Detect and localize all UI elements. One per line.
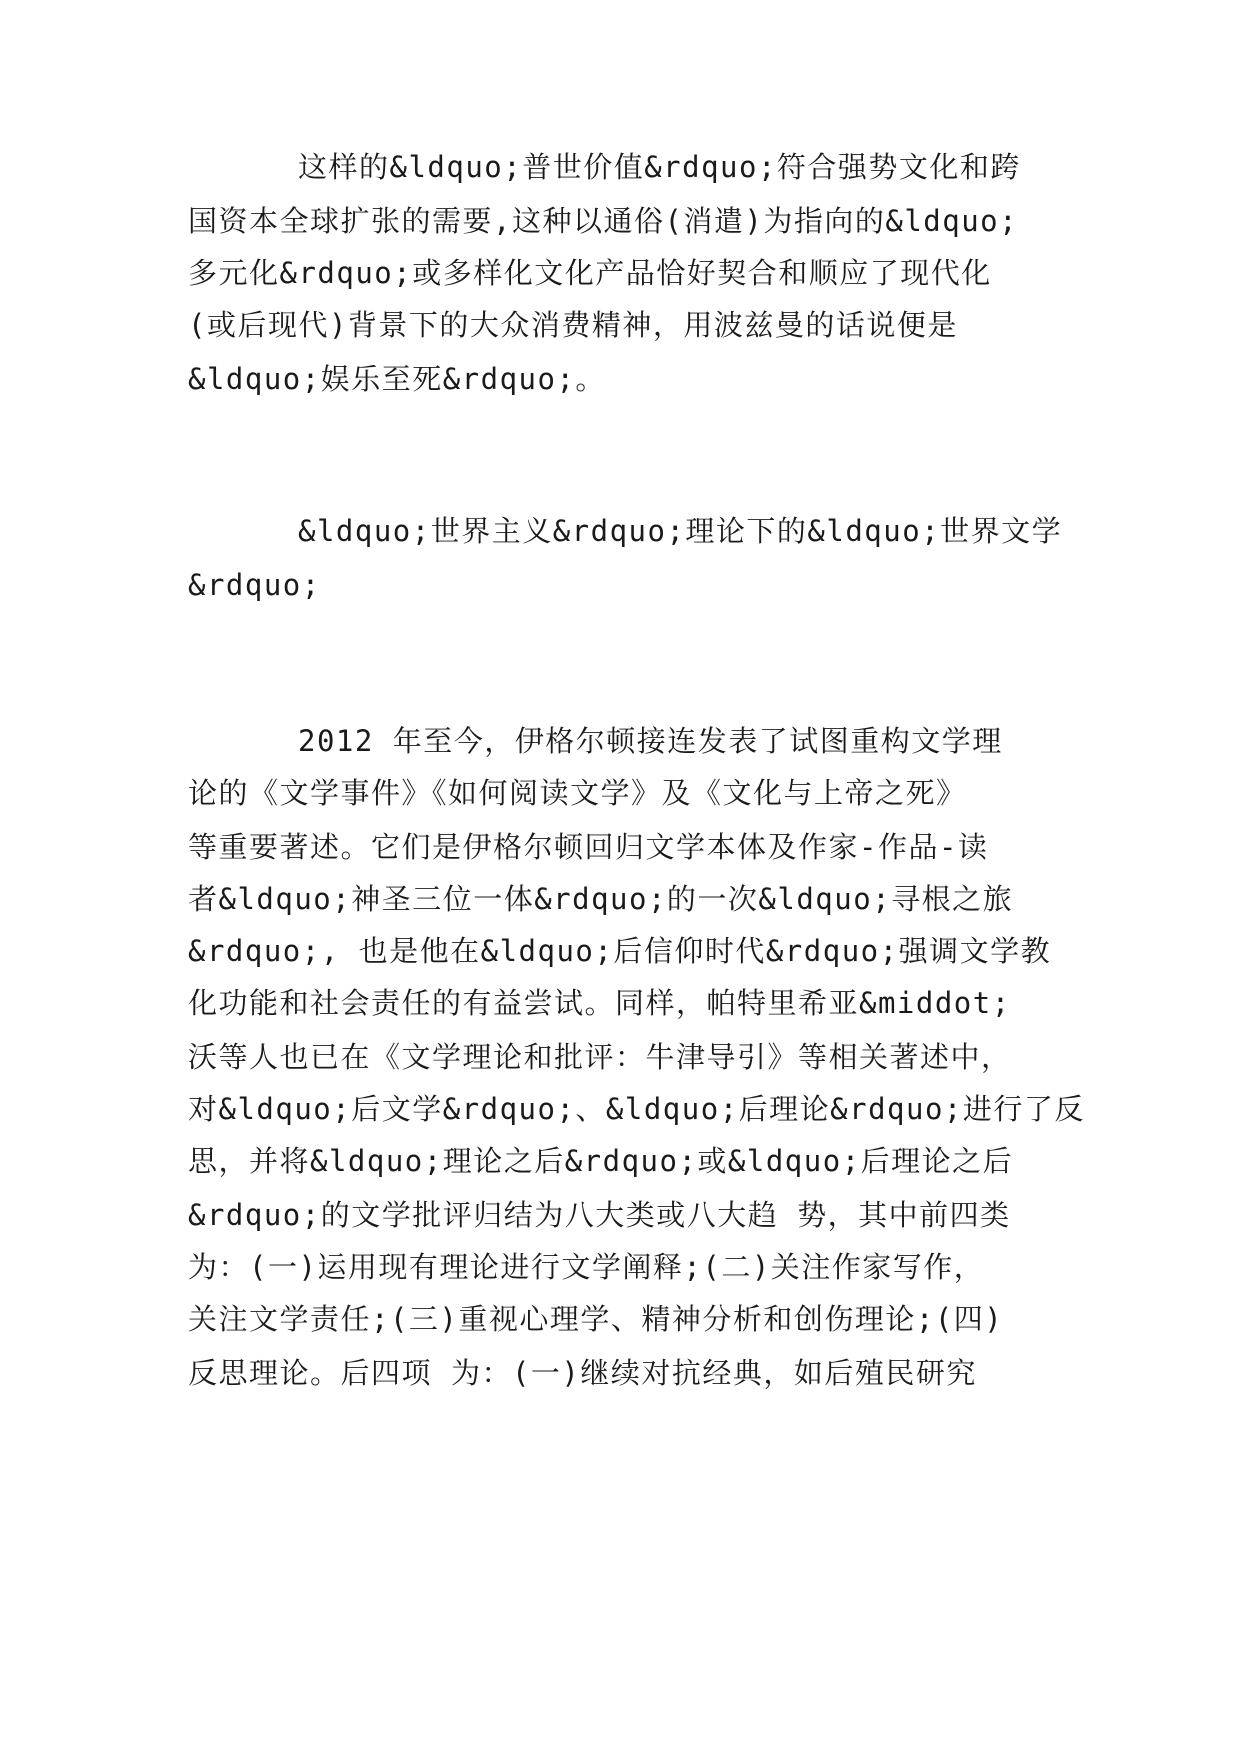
paragraph-2-line-1: 2012 年至今，伊格尔顿接连发表了试图重构文学理	[298, 724, 1003, 758]
paragraph-2-line-12: 关注文学责任;(三)重视心理学、精神分析和创伤理论;(四)	[188, 1302, 1004, 1336]
paragraph-2-line-2: 论的《文学事件》《如何阅读文学》及《文化与上帝之死》	[188, 776, 967, 810]
paragraph-2-line-3: 等重要著述。它们是伊格尔顿回归文学本体及作家-作品-读	[188, 830, 989, 864]
paragraph-2-line-8: 对&ldquo;后文学&rdquo;、&ldquo;后理论&rdquo;进行了反	[188, 1092, 1085, 1126]
paragraph-2-line-9: 思，并将&ldquo;理论之后&rdquo;或&ldquo;后理论之后	[188, 1144, 1014, 1178]
paragraph-2-line-4: 者&ldquo;神圣三位一体&rdquo;的一次&ldquo;寻根之旅	[188, 882, 1014, 916]
paragraph-1-line-1: 这样的&ldquo;普世价值&rdquo;符合强势文化和跨	[298, 150, 1021, 184]
paragraph-1-line-4: (或后现代)背景下的大众消费精神，用波兹曼的话说便是	[188, 308, 958, 342]
paragraph-2-line-10: &rdquo;的文学批评归结为八大类或八大趋 势，其中前四类	[188, 1198, 1011, 1232]
paragraph-1-line-2: 国资本全球扩张的需要,这种以通俗(消遣)为指向的&ldquo;	[188, 204, 1019, 238]
section-heading-line-1: &ldquo;世界主义&rdquo;理论下的&ldquo;世界文学	[298, 514, 1063, 548]
paragraph-2-line-5: &rdquo;, 也是他在&ldquo;后信仰时代&rdquo;强调文学教	[188, 934, 1052, 968]
paragraph-1-line-5: &ldquo;娱乐至死&rdquo;。	[188, 362, 606, 396]
paragraph-2-line-13: 反思理论。后四项 为：(一)继续对抗经典，如后殖民研究	[188, 1356, 977, 1390]
paragraph-2-line-11: 为：(一)运用现有理论进行文学阐释;(二)关注作家写作，	[188, 1250, 985, 1284]
section-heading-line-2: &rdquo;	[188, 568, 321, 602]
paragraph-2-line-6: 化功能和社会责任的有益尝试。同样，帕特里希亚&middot;	[188, 986, 1011, 1020]
paragraph-2-line-7: 沃等人也已在《文学理论和批评：牛津导引》等相关著述中，	[188, 1040, 1012, 1074]
paragraph-1-line-3: 多元化&rdquo;或多样化文化产品恰好契合和顺应了现代化	[188, 256, 992, 290]
